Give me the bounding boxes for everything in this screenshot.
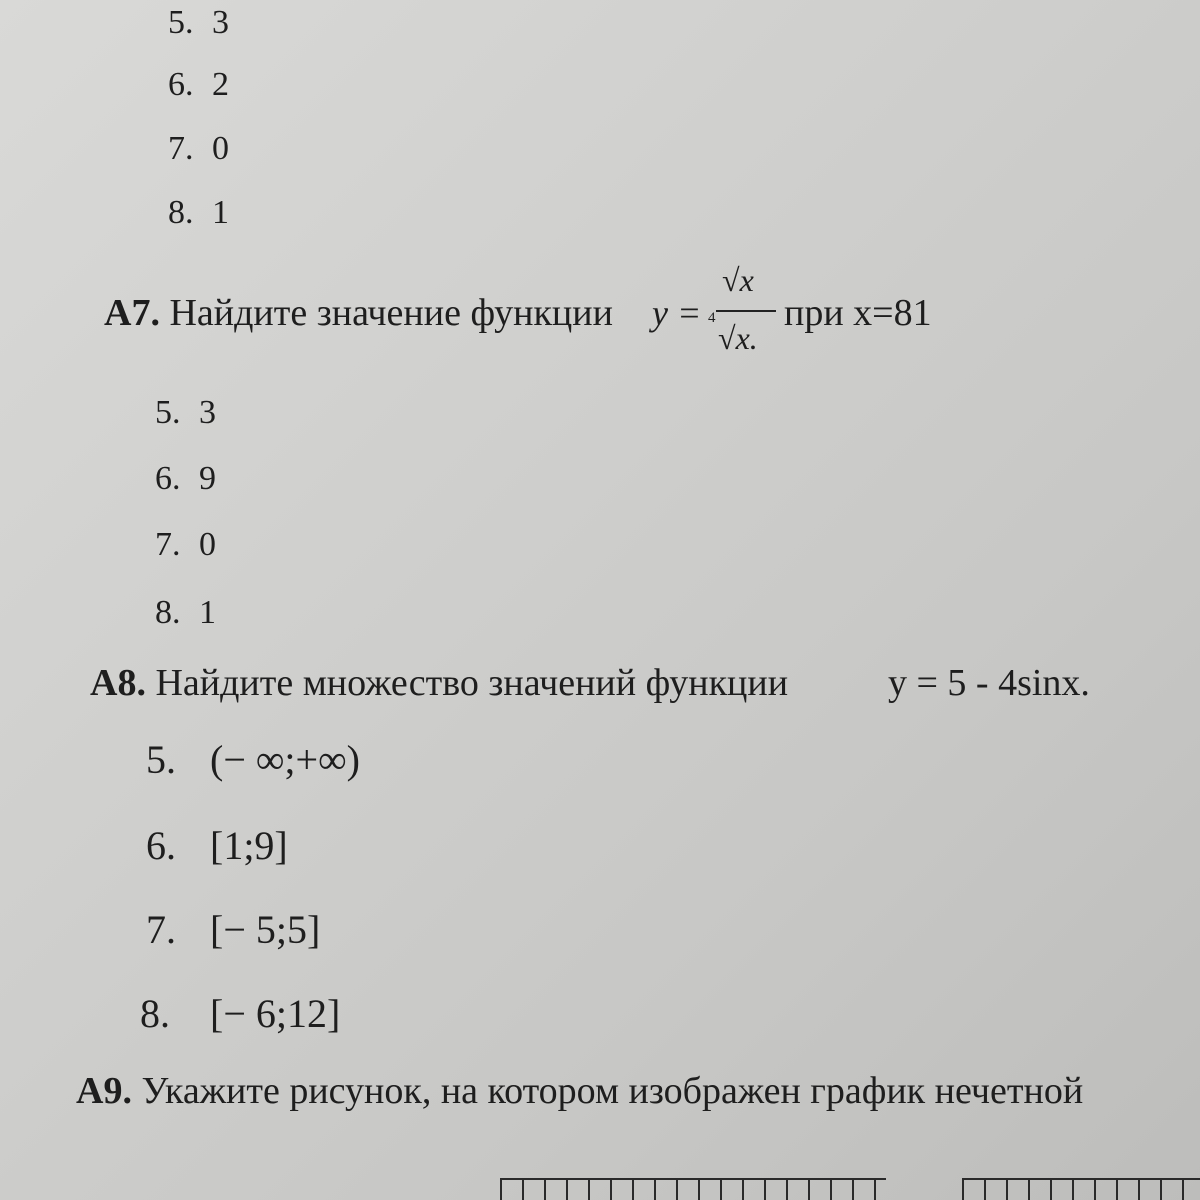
list-item: 6. 9 — [155, 460, 216, 497]
question-a8 — [90, 664, 788, 702]
list-item: 7. [− 5;5] — [146, 907, 321, 952]
list-item: 8. 1 — [155, 594, 216, 631]
list-item: 5. 3 — [168, 4, 229, 41]
question-label: А9. — [76, 1070, 132, 1112]
question-label: А7. — [104, 292, 160, 334]
question-a7 — [104, 294, 613, 332]
fraction-numerator: √x — [722, 262, 754, 298]
fraction-denominator: √x. — [718, 320, 758, 356]
question-condition: при x=81 — [784, 292, 932, 334]
list-item: 7. 0 — [168, 130, 229, 167]
list-item: 6. 2 — [168, 66, 229, 103]
list-item: 5. 3 — [155, 394, 216, 431]
list-item: 8. 1 — [168, 194, 229, 231]
question-text: Укажите рисунок, на котором изображен график нечетной — [141, 1070, 1084, 1112]
list-item: 8. [− 6;12] — [140, 991, 341, 1036]
root-index: 4 — [708, 310, 716, 326]
list-item: 6. [1;9] — [146, 823, 288, 868]
bleed-through-text — [100, 120, 109, 158]
fraction-bar — [716, 310, 776, 312]
question-formula: y = 5 - 4sinx. — [888, 662, 1090, 704]
graph-grid — [962, 1178, 1200, 1200]
question-a9 — [76, 1072, 1083, 1110]
formula-lhs: y = — [652, 293, 702, 333]
question-label: А8. — [90, 662, 146, 704]
question-text: Найдите значение функции — [169, 292, 613, 334]
question-text: Найдите множество значений функции — [155, 662, 789, 704]
list-item: 7. 0 — [155, 526, 216, 563]
list-item: 5. (− ∞;+∞) — [146, 737, 360, 782]
graph-grid — [500, 1178, 886, 1200]
